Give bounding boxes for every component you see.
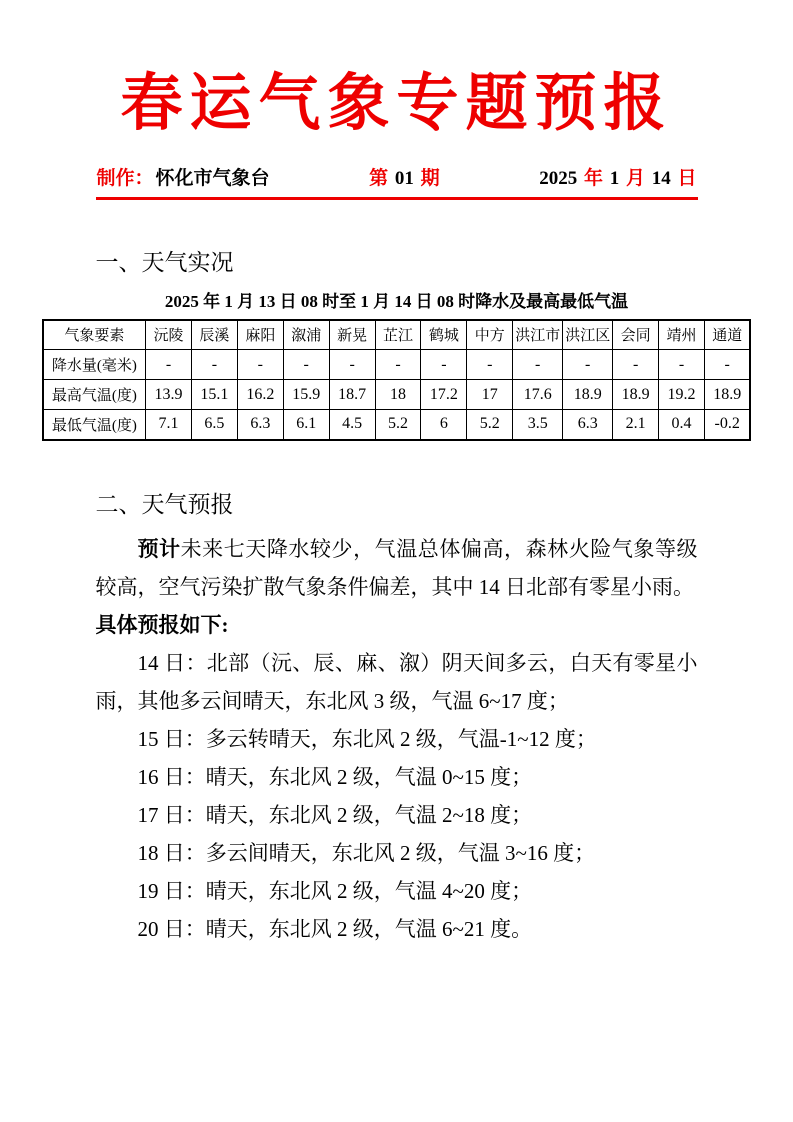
cell-value: 15.1 <box>191 380 237 410</box>
forecast-detail-heading: 具体预报如下: <box>95 613 229 638</box>
cell-value: 17.6 <box>513 380 563 410</box>
table-header-row <box>43 320 751 350</box>
cell-value: - <box>467 350 513 380</box>
cell-value: 18.9 <box>705 380 751 410</box>
date-day: 14 <box>651 168 671 190</box>
table-title: 2025 年 1 月 13 日 08 时至 1 月 14 日 08 时降水及最高最低气温 <box>164 292 629 312</box>
table-header-cell-city: 靖州 <box>659 320 705 350</box>
cell-value: - <box>283 350 329 380</box>
forecast-item-day17: 17 日：晴天，东北风 2 级，气温 2~18 度； <box>137 803 533 828</box>
cell-value: 4.5 <box>329 410 375 440</box>
cell-value: 18.9 <box>613 380 659 410</box>
cell-value: 18 <box>375 380 421 410</box>
cell-value: 2.1 <box>613 410 659 440</box>
date-day-unit: 日 <box>677 168 697 190</box>
table-row-min-temp <box>43 410 751 440</box>
issue-prefix: 第 <box>369 168 389 190</box>
cell-value: 17 <box>467 380 513 410</box>
table-header-cell-element: 气象要素 <box>43 320 146 350</box>
cell-value: 13.9 <box>146 380 192 410</box>
date-month: 1 <box>609 168 620 190</box>
cell-value: - <box>421 350 467 380</box>
doc-title: 春运气象专题预报 <box>120 70 673 138</box>
forecast-item-day16: 16 日：晴天，东北风 2 级，气温 0~15 度； <box>137 765 533 790</box>
table-header-cell-city: 洪江市 <box>513 320 563 350</box>
table-header-cell-city: 芷江 <box>375 320 421 350</box>
table-header-cell-city: 麻阳 <box>237 320 283 350</box>
cell-value: 0.4 <box>659 410 705 440</box>
cell-value: 17.2 <box>421 380 467 410</box>
issue-suffix: 期 <box>420 168 440 190</box>
cell-value: 5.2 <box>375 410 421 440</box>
row-label: 降水量(毫米) <box>43 350 146 380</box>
issue-number <box>368 166 441 192</box>
cell-value: - <box>659 350 705 380</box>
table-header-cell-city: 溆浦 <box>283 320 329 350</box>
cell-value: - <box>329 350 375 380</box>
cell-value: 15.9 <box>283 380 329 410</box>
red-divider <box>96 197 698 200</box>
cell-value: 3.5 <box>513 410 563 440</box>
cell-value: - <box>613 350 659 380</box>
forecast-item-day14: 14 日：北部（沅、辰、麻、溆）阴天间多云，白天有零星小雨，其他多云间晴天，东北风 3 级，气温 6~17 度； <box>95 651 698 714</box>
cell-value: - <box>237 350 283 380</box>
cell-value: 5.2 <box>467 410 513 440</box>
table-row-precipitation <box>43 350 751 380</box>
cell-value: 6.1 <box>283 410 329 440</box>
cell-value: 18.7 <box>329 380 375 410</box>
row-label: 最高气温(度) <box>43 380 146 410</box>
weather-table <box>42 319 752 441</box>
cell-value: - <box>705 350 751 380</box>
table-header-cell-city: 中方 <box>467 320 513 350</box>
table-header-cell-city: 新晃 <box>329 320 375 350</box>
cell-value: 16.2 <box>237 380 283 410</box>
table-header-cell-city: 沅陵 <box>146 320 192 350</box>
masthead-meta <box>96 166 698 192</box>
cell-value: - <box>375 350 421 380</box>
cell-value: - <box>513 350 563 380</box>
forecast-summary-lead: 预计 <box>137 537 181 562</box>
table-row-max-temp <box>43 380 751 410</box>
section-2-heading: 二、天气预报 <box>95 491 234 517</box>
producer-label: 制作： <box>96 168 154 190</box>
cell-value: 6 <box>421 410 467 440</box>
table-header-cell-city: 辰溪 <box>191 320 237 350</box>
issue-date <box>538 166 697 192</box>
producer <box>96 166 271 192</box>
cell-value: -0.2 <box>705 410 751 440</box>
cell-value: - <box>146 350 192 380</box>
cell-value: 19.2 <box>659 380 705 410</box>
cell-value: 18.9 <box>563 380 613 410</box>
cell-value: 6.5 <box>191 410 237 440</box>
forecast-item-day19: 19 日：晴天，东北风 2 级，气温 4~20 度； <box>137 879 533 904</box>
forecast-item-day20: 20 日：晴天，东北风 2 级，气温 6~21 度。 <box>137 917 533 942</box>
table-header-cell-city: 鹤城 <box>421 320 467 350</box>
date-year-unit: 年 <box>583 168 603 190</box>
forecast-body <box>96 530 698 948</box>
row-label: 最低气温(度) <box>43 410 146 440</box>
issue-value: 01 <box>394 168 414 190</box>
forecast-item-day15: 15 日：多云转晴天，东北风 2 级，气温-1~12 度； <box>137 727 597 752</box>
forecast-summary-text: 未来七天降水较少，气温总体偏高，森林火险气象等级较高，空气污染扩散气象条件偏差，其中 14 日北部有零星小雨。 <box>95 537 698 600</box>
cell-value: 6.3 <box>237 410 283 440</box>
forecast-item-day18: 18 日：多云间晴天，东北风 2 级，气温 3~16 度； <box>137 841 596 866</box>
date-month-unit: 月 <box>625 168 645 190</box>
cell-value: - <box>563 350 613 380</box>
table-header-cell-city: 洪江区 <box>563 320 613 350</box>
producer-value: 怀化市气象台 <box>155 168 270 190</box>
table-header-cell-city: 会同 <box>613 320 659 350</box>
table-header-cell-city: 通道 <box>705 320 751 350</box>
forecast-summary <box>96 530 698 606</box>
section-1-heading: 一、天气实况 <box>95 249 234 275</box>
date-year: 2025 <box>539 168 578 190</box>
cell-value: 6.3 <box>563 410 613 440</box>
cell-value: - <box>191 350 237 380</box>
cell-value: 7.1 <box>146 410 192 440</box>
